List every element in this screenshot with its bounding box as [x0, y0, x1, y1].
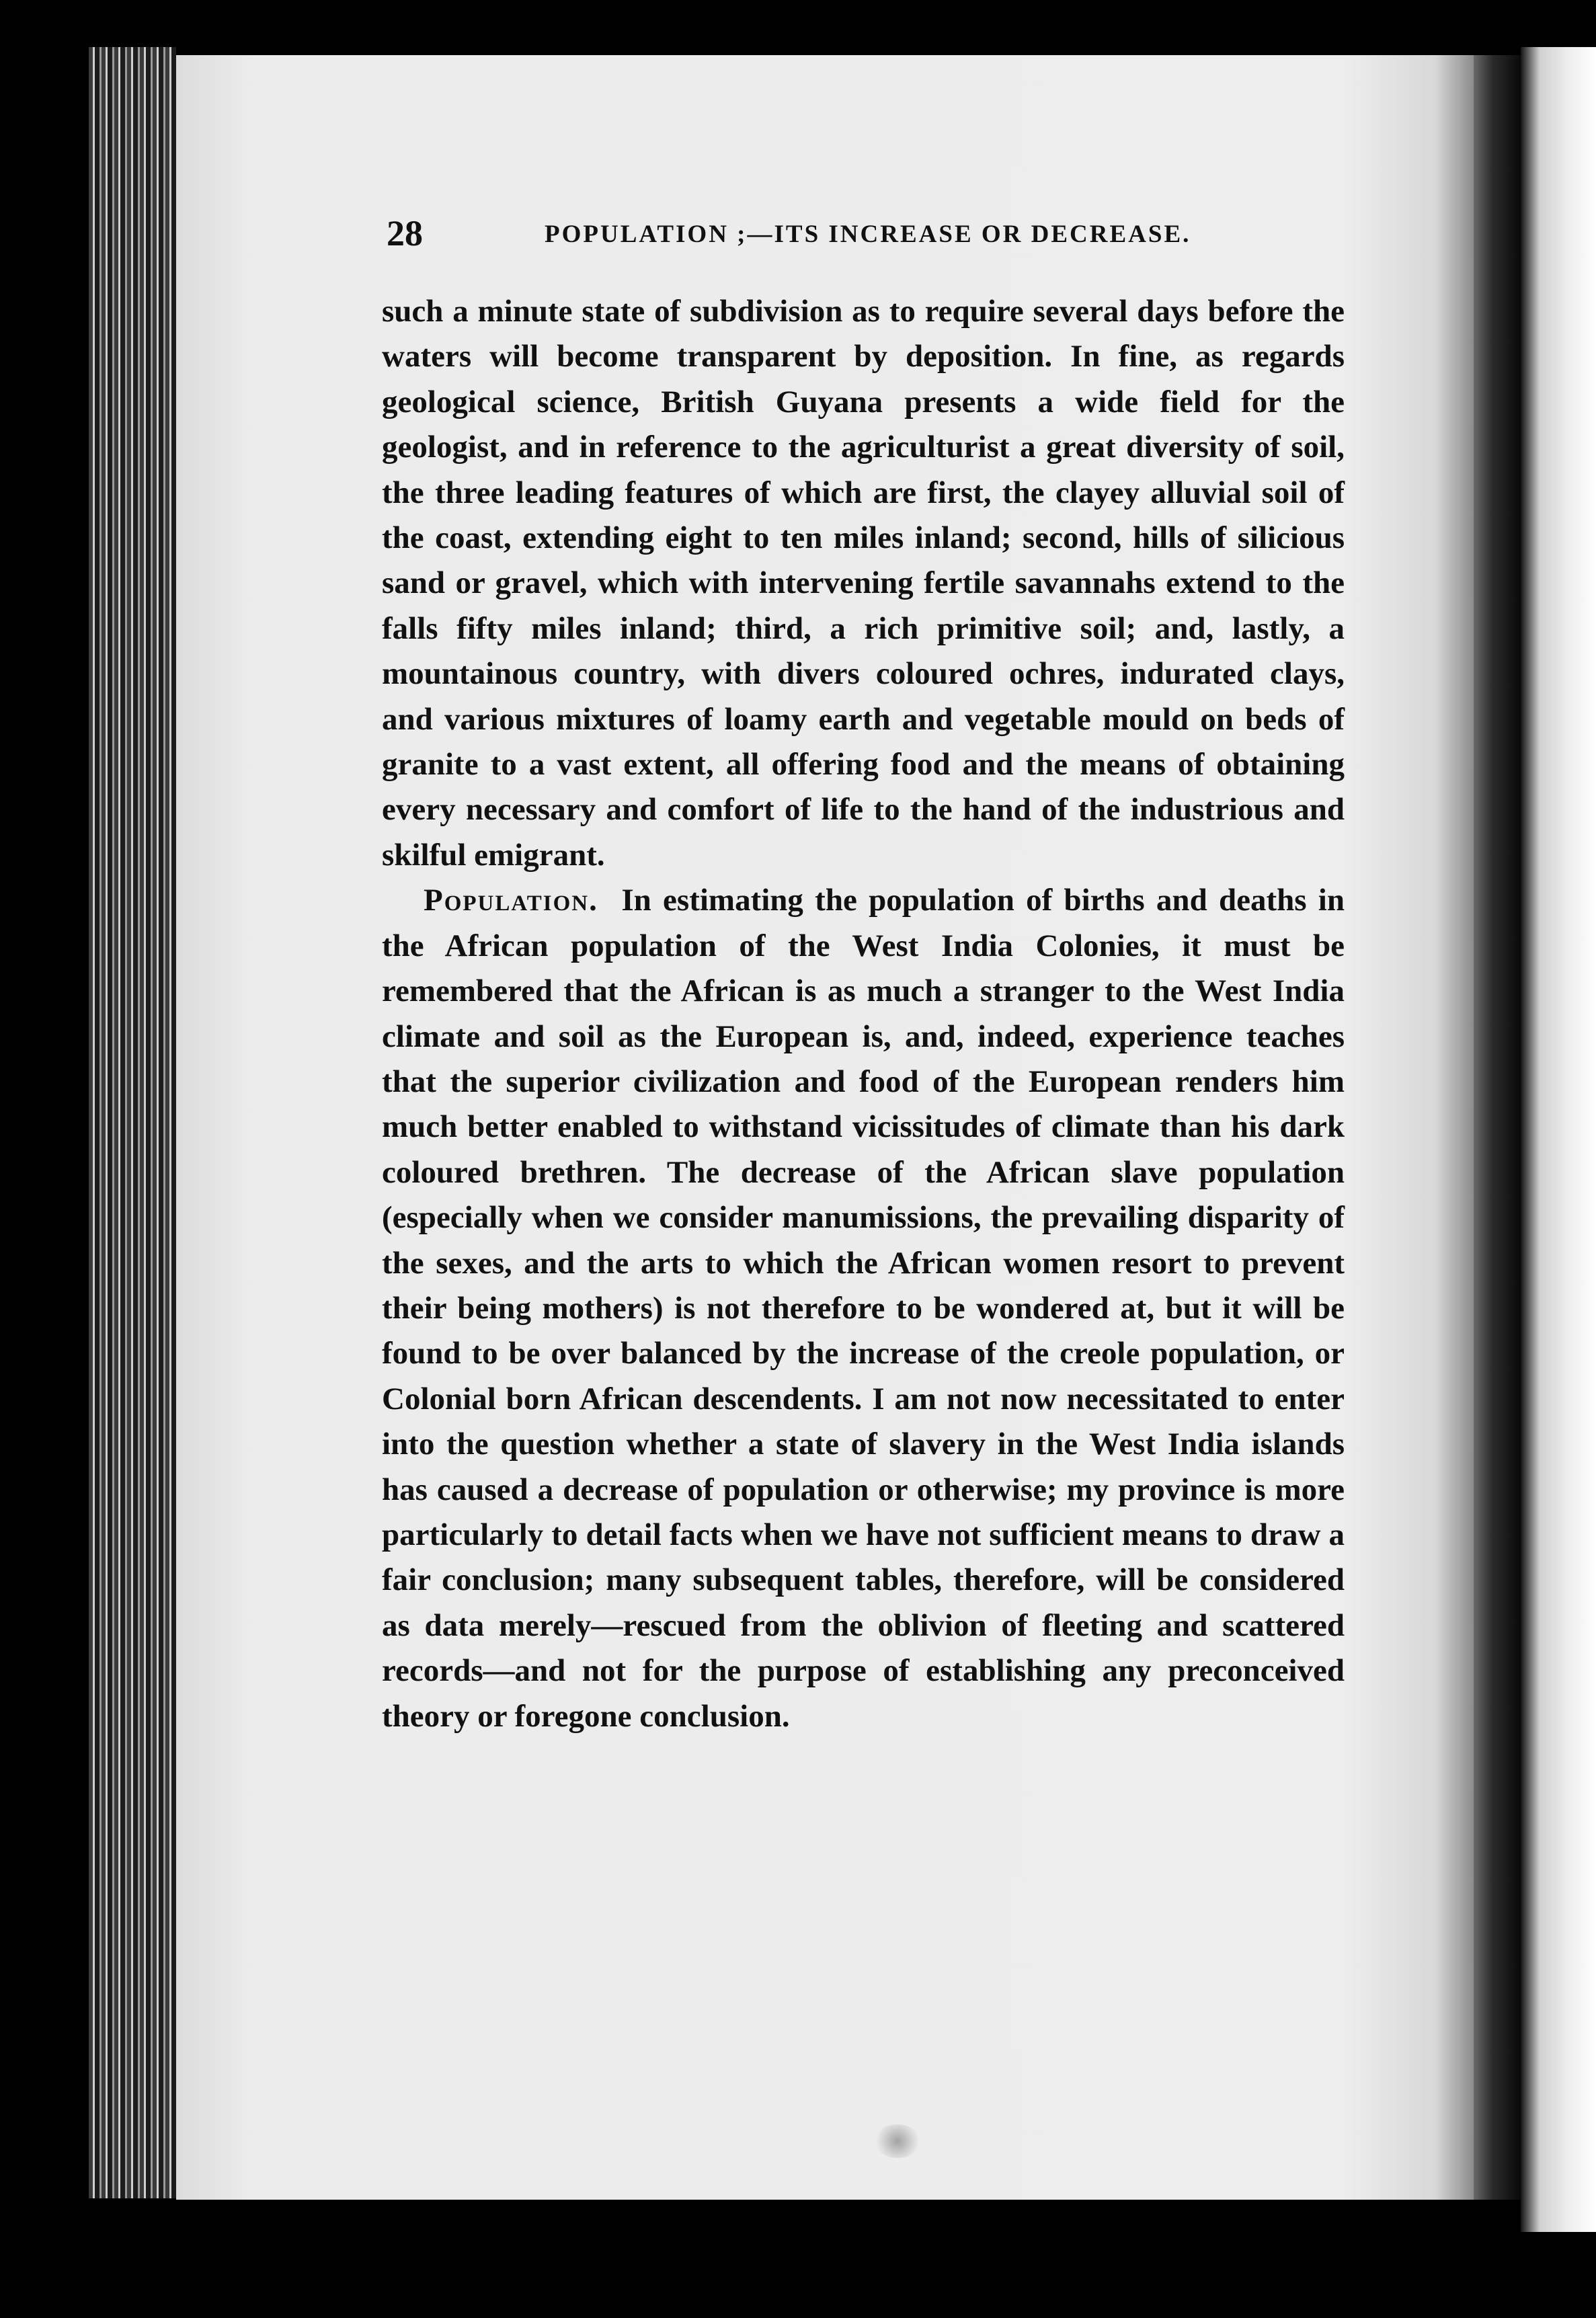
page-edges: [89, 47, 176, 2198]
section-heading: Population.: [424, 883, 598, 918]
next-page-edge: [1521, 47, 1596, 2232]
running-head: POPULATION ;—ITS INCREASE OR DECREASE.: [545, 221, 1191, 248]
page-number: 28: [387, 213, 423, 253]
ink-smudge: [874, 2124, 921, 2158]
paragraph: such a minute state of subdivision as to require several days before the waters will become transparent by deposition. In fine, as regards geological science, British Guyana presents a wide field for the geologist, and in reference to the agriculturist a great diversity of soil, the three leading features of which are first, the clayey alluvial soil of the coast, extending eight to ten miles inland; second, hills of silicious sand or gravel, which with intervening fertile savannahs extend to the falls fifty miles inland; third, a rich primitive soil; and, lastly, a mountainous country, with divers coloured ochres, indurated clays, and various mixtures of loamy earth and vegetable mould on beds of granite to a vast extent, all offering food and the means of obtaining every necessary and comfort of life to the hand of the industrious and skilful emigrant.: [382, 294, 1345, 873]
paragraph: [382, 878, 1345, 1739]
page-header: [387, 210, 1247, 257]
paragraph-text: In estimating the population of births and deaths in the African population of the West India Colonies, it must be remembered that the African is as much a stranger to the West India climate and soil as the European is, and, indeed, experience teaches that the superior civilization and food of the European renders him much better enabled to withstand vicissitudes of climate than his dark coloured brethren. The decrease of the African slave population (especially when we consider manumissions, the prevailing disparity of the sexes, and the arts to which the African women resort to prevent their being mothers) is not therefore to be wondered at, but it will be found to be over balanced by the increase of the creole population, or Colonial born African descendents. I am not now necessitated to enter into the question whether a state of slavery in the West India islands has caused a decrease of population or otherwise; my province is more particularly to detail facts when we have not sufficient means to draw a fair conclusion; many subsequent tables, therefore, will be considered as data merely—rescued from the oblivion of fleeting and scattered records—and not for the purpose of establishing any preconceived theory or foregone conclusion.: [382, 883, 1345, 1734]
body-text: [382, 289, 1345, 1739]
gutter-shadow: [1474, 55, 1521, 2200]
